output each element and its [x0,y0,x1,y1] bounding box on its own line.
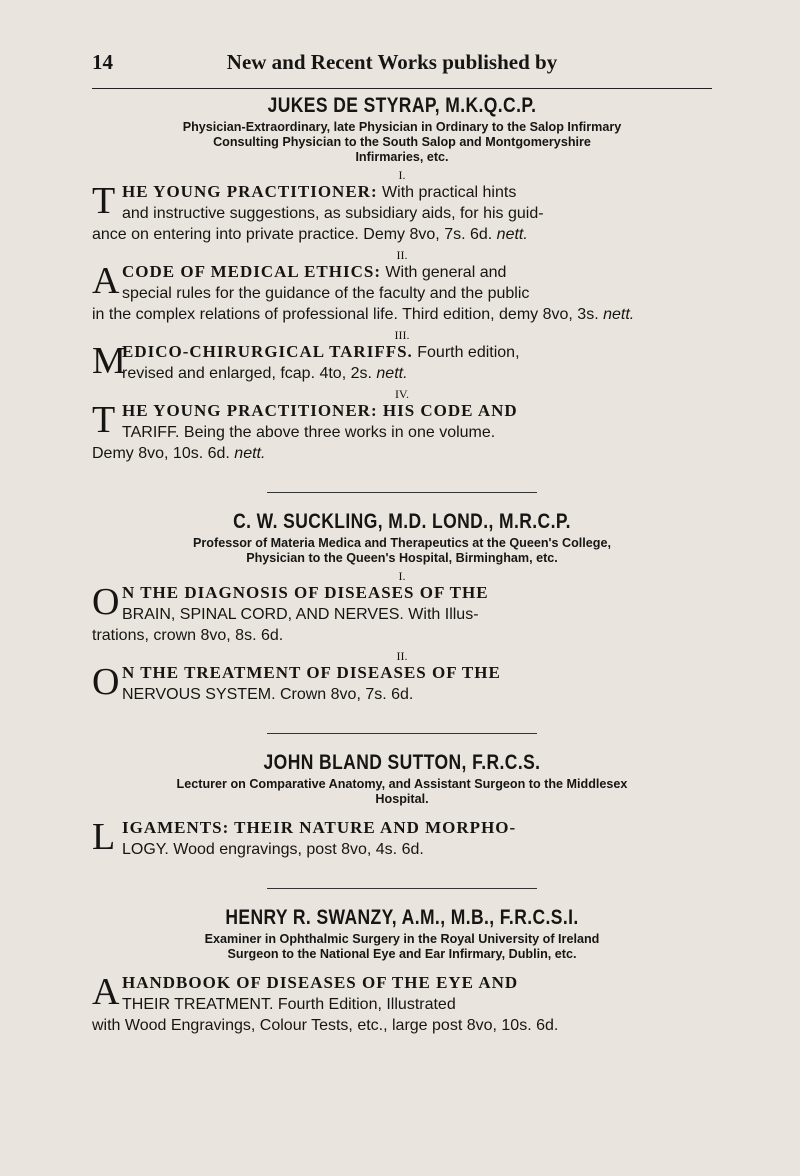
work-entry [92,261,712,325]
author-name: HENRY R. SWANZY, A.M., M.B., F.R.C.S.I. [225,904,579,929]
work-first-line [122,972,712,994]
author-name: JUKES DE STYRAP, M.K.Q.C.P. [267,92,537,117]
drop-cap: T [92,180,116,222]
author-description-line: Consulting Physician to the South Salop and Montgomeryshire [213,135,591,149]
author-description [92,120,712,165]
author-description [92,932,712,962]
work-numeral: II. [396,248,408,262]
work-tail-text: Demy 8vo, 10s. 6d. [92,445,230,462]
work-description-line [122,363,712,384]
author-description-line: Examiner in Ophthalmic Surgery in the Royal University of Ireland [204,932,600,946]
work-first-line [122,817,712,839]
work-entry [92,341,712,384]
drop-cap: O [92,661,120,703]
author-description-line: Lecturer on Comparative Anatomy, and Assistant Surgeon to the Middlesex [176,777,628,791]
work-numeral: I. [398,569,406,583]
header-rule [92,88,712,89]
work-numeral: I. [398,168,406,182]
author-description-line: Physician to the Queen's Hospital, Birmingham, etc. [246,551,558,565]
running-head [92,50,712,75]
work-first-line [122,341,712,363]
work-description-tail [92,625,712,646]
author-name: JOHN BLAND SUTTON, F.R.C.S. [263,749,541,774]
work-title: EDICO-CHIRURGICAL TARIFFS. [122,342,413,361]
work-title: CODE OF MEDICAL ETHICS: [122,262,381,281]
work-subtitle: With practical hints [377,184,517,201]
work-first-line [122,181,712,203]
work-description-line: and instructive suggestions, as subsidiary aids, for his guid- [122,205,544,222]
work-entry [92,662,712,705]
work-entry [92,817,712,860]
work-description-line: TARIFF. Being the above three works in one volume. [122,424,496,441]
price-net: nett. [496,226,528,243]
price-net: nett. [376,365,408,382]
work-entry [92,181,712,245]
author-description-line: Surgeon to the National Eye and Ear Infirmary, Dublin, etc. [227,947,577,961]
running-title: New and Recent Works published by [226,50,558,74]
work-tail-text: trations, crown 8vo, 8s. 6d. [92,627,284,644]
section-divider [267,492,537,493]
work-subtitle: Fourth edition, [412,344,520,361]
work-entry [92,972,712,1036]
work-title: IGAMENTS: THEIR NATURE AND MORPHO- [122,818,517,837]
work-description-line: NERVOUS SYSTEM. Crown 8vo, 7s. 6d. [122,686,414,703]
work-description-line: THEIR TREATMENT. Fourth Edition, Illustrated [122,996,456,1013]
price-net: nett. [603,306,635,323]
work-title: HANDBOOK OF DISEASES OF THE EYE AND [122,973,519,992]
drop-cap: A [92,260,120,302]
author-description [92,777,712,807]
work-description-line: BRAIN, SPINAL CORD, AND NERVES. With Illus- [122,606,479,623]
work-title: N THE DIAGNOSIS OF DISEASES OF THE [122,583,489,602]
drop-cap: O [92,581,120,623]
drop-cap: L [92,816,116,858]
work-numeral: III. [394,328,410,342]
drop-cap: A [92,971,120,1013]
work-tail-text: in the complex relations of professional life. Third edition, demy 8vo, 3s. [92,306,599,323]
work-first-line [122,400,712,422]
work-description-line: special rules for the guidance of the faculty and the public [122,285,530,302]
work-description-tail [92,1015,712,1036]
author-description-line: Infirmaries, etc. [355,150,449,164]
work-description-tail [92,443,712,464]
work-tail-text: with Wood Engravings, Colour Tests, etc., large post 8vo, 10s. 6d. [92,1017,559,1034]
author-name: C. W. SUCKLING, M.D. LOND., M.R.C.P. [233,508,571,533]
price-net: nett. [234,445,266,462]
work-description-tail [92,224,712,245]
work-numeral: II. [396,649,408,663]
catalogue-listing [92,92,712,1036]
work-entry [92,400,712,464]
page-number: 14 [92,50,113,74]
work-tail-text: ance on entering into private practice. Demy 8vo, 7s. 6d. [92,226,493,243]
work-first-line [122,662,712,684]
work-title: HE YOUNG PRACTITIONER: [122,182,378,201]
work-entry [92,582,712,646]
work-title: N THE TREATMENT OF DISEASES OF THE [122,663,501,682]
work-subtitle: With general and [380,264,507,281]
author-description-line: Physician-Extraordinary, late Physician in Ordinary to the Salop Infirmary [182,120,622,134]
work-description-line: LOGY. Wood engravings, post 8vo, 4s. 6d. [122,841,424,858]
work-description-text: revised and enlarged, fcap. 4to, 2s. [122,365,377,382]
work-numeral: IV. [394,387,410,401]
author-description [92,536,712,566]
work-first-line [122,261,712,283]
page [92,50,712,1036]
drop-cap: T [92,399,116,441]
section-divider [267,733,537,734]
drop-cap: M [92,340,126,382]
work-first-line [122,582,712,604]
author-description-line: Professor of Materia Medica and Therapeutics at the Queen's College, [193,536,611,550]
section-divider [267,888,537,889]
work-description-tail [92,304,712,325]
author-description-line: Hospital. [375,792,429,806]
work-title: HE YOUNG PRACTITIONER: HIS CODE AND [122,401,518,420]
